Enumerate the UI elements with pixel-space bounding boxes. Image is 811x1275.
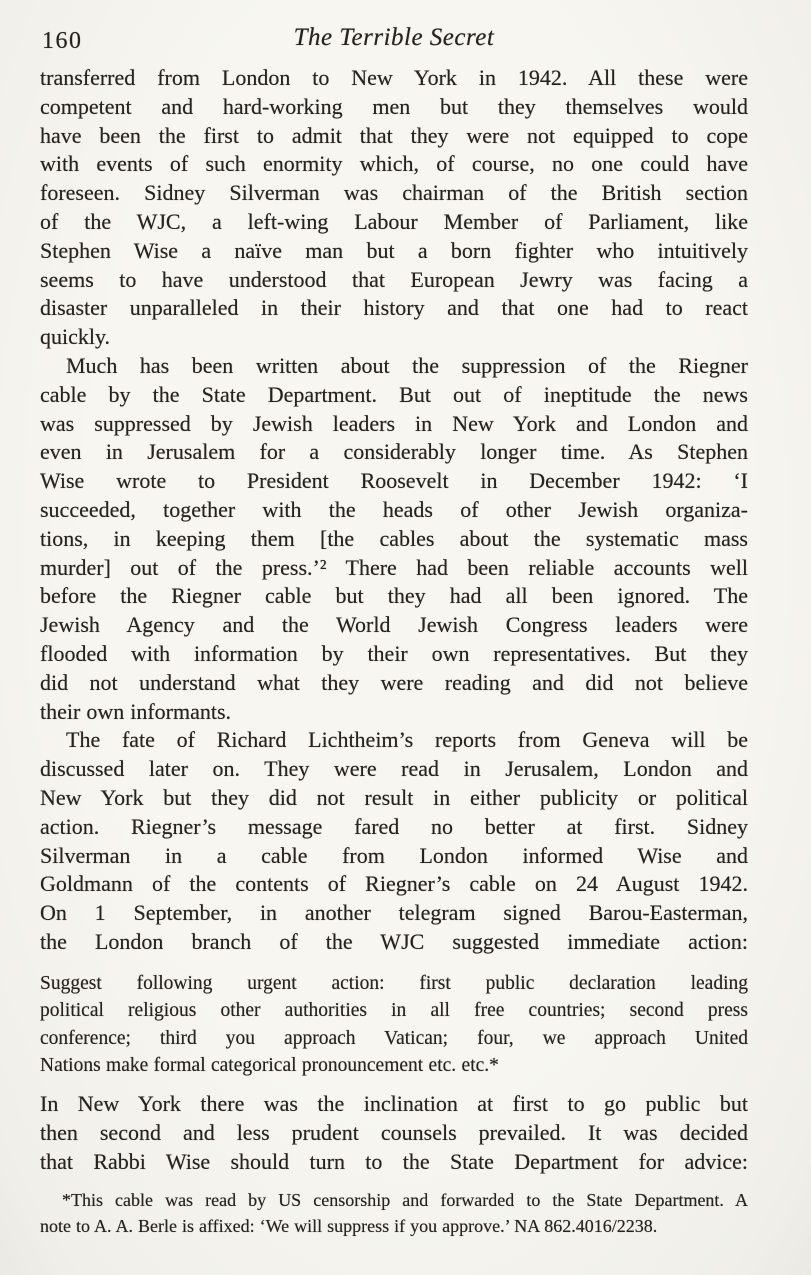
text-line: *This cable was read by US censorship and forwarded to the State Department. A [62,1189,748,1210]
text-line: conference; third you approach Vatican; four, we approach United [40,1027,748,1049]
text-line: cable by the State Department. But out of ineptitude the news [40,381,748,407]
text-line: succeeded, together with the heads of other Jewish organiza- [40,496,748,522]
text-line: Jewish Agency and the World Jewish Congress leaders were [40,612,748,638]
text-line: transferred from London to New York in 1942. All these were [40,65,748,90]
text-line: disaster unparalleled in their history and that one had to react [40,295,748,321]
text-line: action. Riegner’s message fared no better at first. Sidney [40,813,748,839]
text-line: Wise wrote to President Roosevelt in December 1942: ‘I [40,468,748,494]
text-line: have been the first to admit that they were not equipped to cope [40,122,748,148]
paragraph [40,726,748,956]
text-line: before the Riegner cable but they had all been ignored. The [40,583,748,609]
text-line: On 1 September, in another telegram signed Barou-Easterman, [40,900,748,926]
text-line: tions, in keeping them [the cables about the systematic mass [40,525,748,551]
text-line: even in Jerusalem for a considerably longer time. As Stephen [40,439,748,465]
paragraph [40,1090,748,1176]
text-line: then second and less prudent counsels prevailed. It was decided [40,1120,748,1146]
text-line: political religious other authorities in all free countries; second press [40,1000,748,1022]
text-line: that Rabbi Wise should turn to the State Department for advice: [40,1148,748,1174]
text-line: quickly. [40,324,111,350]
text-line: Silverman in a cable from London informed Wise and [40,842,748,868]
text-line: foreseen. Sidney Silverman was chairman of the British section [40,180,748,206]
text-line: the London branch of the WJC suggested immediate action: [40,928,748,954]
text-line: The fate of Richard Lichtheim’s reports from Geneva will be [66,727,748,753]
text-line: competent and hard-working men but they themselves would [40,93,748,119]
text-line: flooded with information by their own representatives. But they [40,640,748,666]
page-number: 160 [42,28,83,54]
text-line: Suggest following urgent action: first public declaration leading [40,972,748,994]
paragraph [40,352,748,726]
text-line: discussed later on. They were read in Jerusalem, London and [40,756,748,782]
text-line: Goldmann of the contents of Riegner’s cable on 24 August 1942. [40,871,748,897]
text-line: their own informants. [40,698,232,724]
text-line: did not understand what they were reading and did not believe [40,669,748,695]
text-line: note to A. A. Berle is affixed: ‘We will suppress if you approve.’ NA 862.4016/2238. [40,1215,658,1236]
page-text [40,64,748,1239]
running-header [40,24,748,60]
text-line: murder] out of the press.’² There had been reliable accounts well [40,554,748,580]
text-line: Nations make formal categorical pronouncement etc. etc.* [40,1054,499,1076]
text-column [40,24,748,1239]
text-line: Much has been written about the suppression of the Riegner [66,352,748,378]
text-line: seems to have understood that European Jewry was facing a [40,266,748,292]
block-quote [40,970,748,1080]
running-title: The Terrible Secret [293,24,495,51]
text-line: of the WJC, a left-wing Labour Member of Parliament, like [40,208,748,234]
text-line: with events of such enormity which, of course, no one could have [40,151,748,177]
text-line: was suppressed by Jewish leaders in New York and London and [40,410,748,436]
text-line: New York but they did not result in either publicity or political [40,784,748,810]
text-line: In New York there was the inclination at first to go public but [40,1091,748,1117]
footnote [40,1187,748,1239]
paragraph [40,64,748,352]
text-line: Stephen Wise a naïve man but a born fighter who intuitively [40,237,748,263]
